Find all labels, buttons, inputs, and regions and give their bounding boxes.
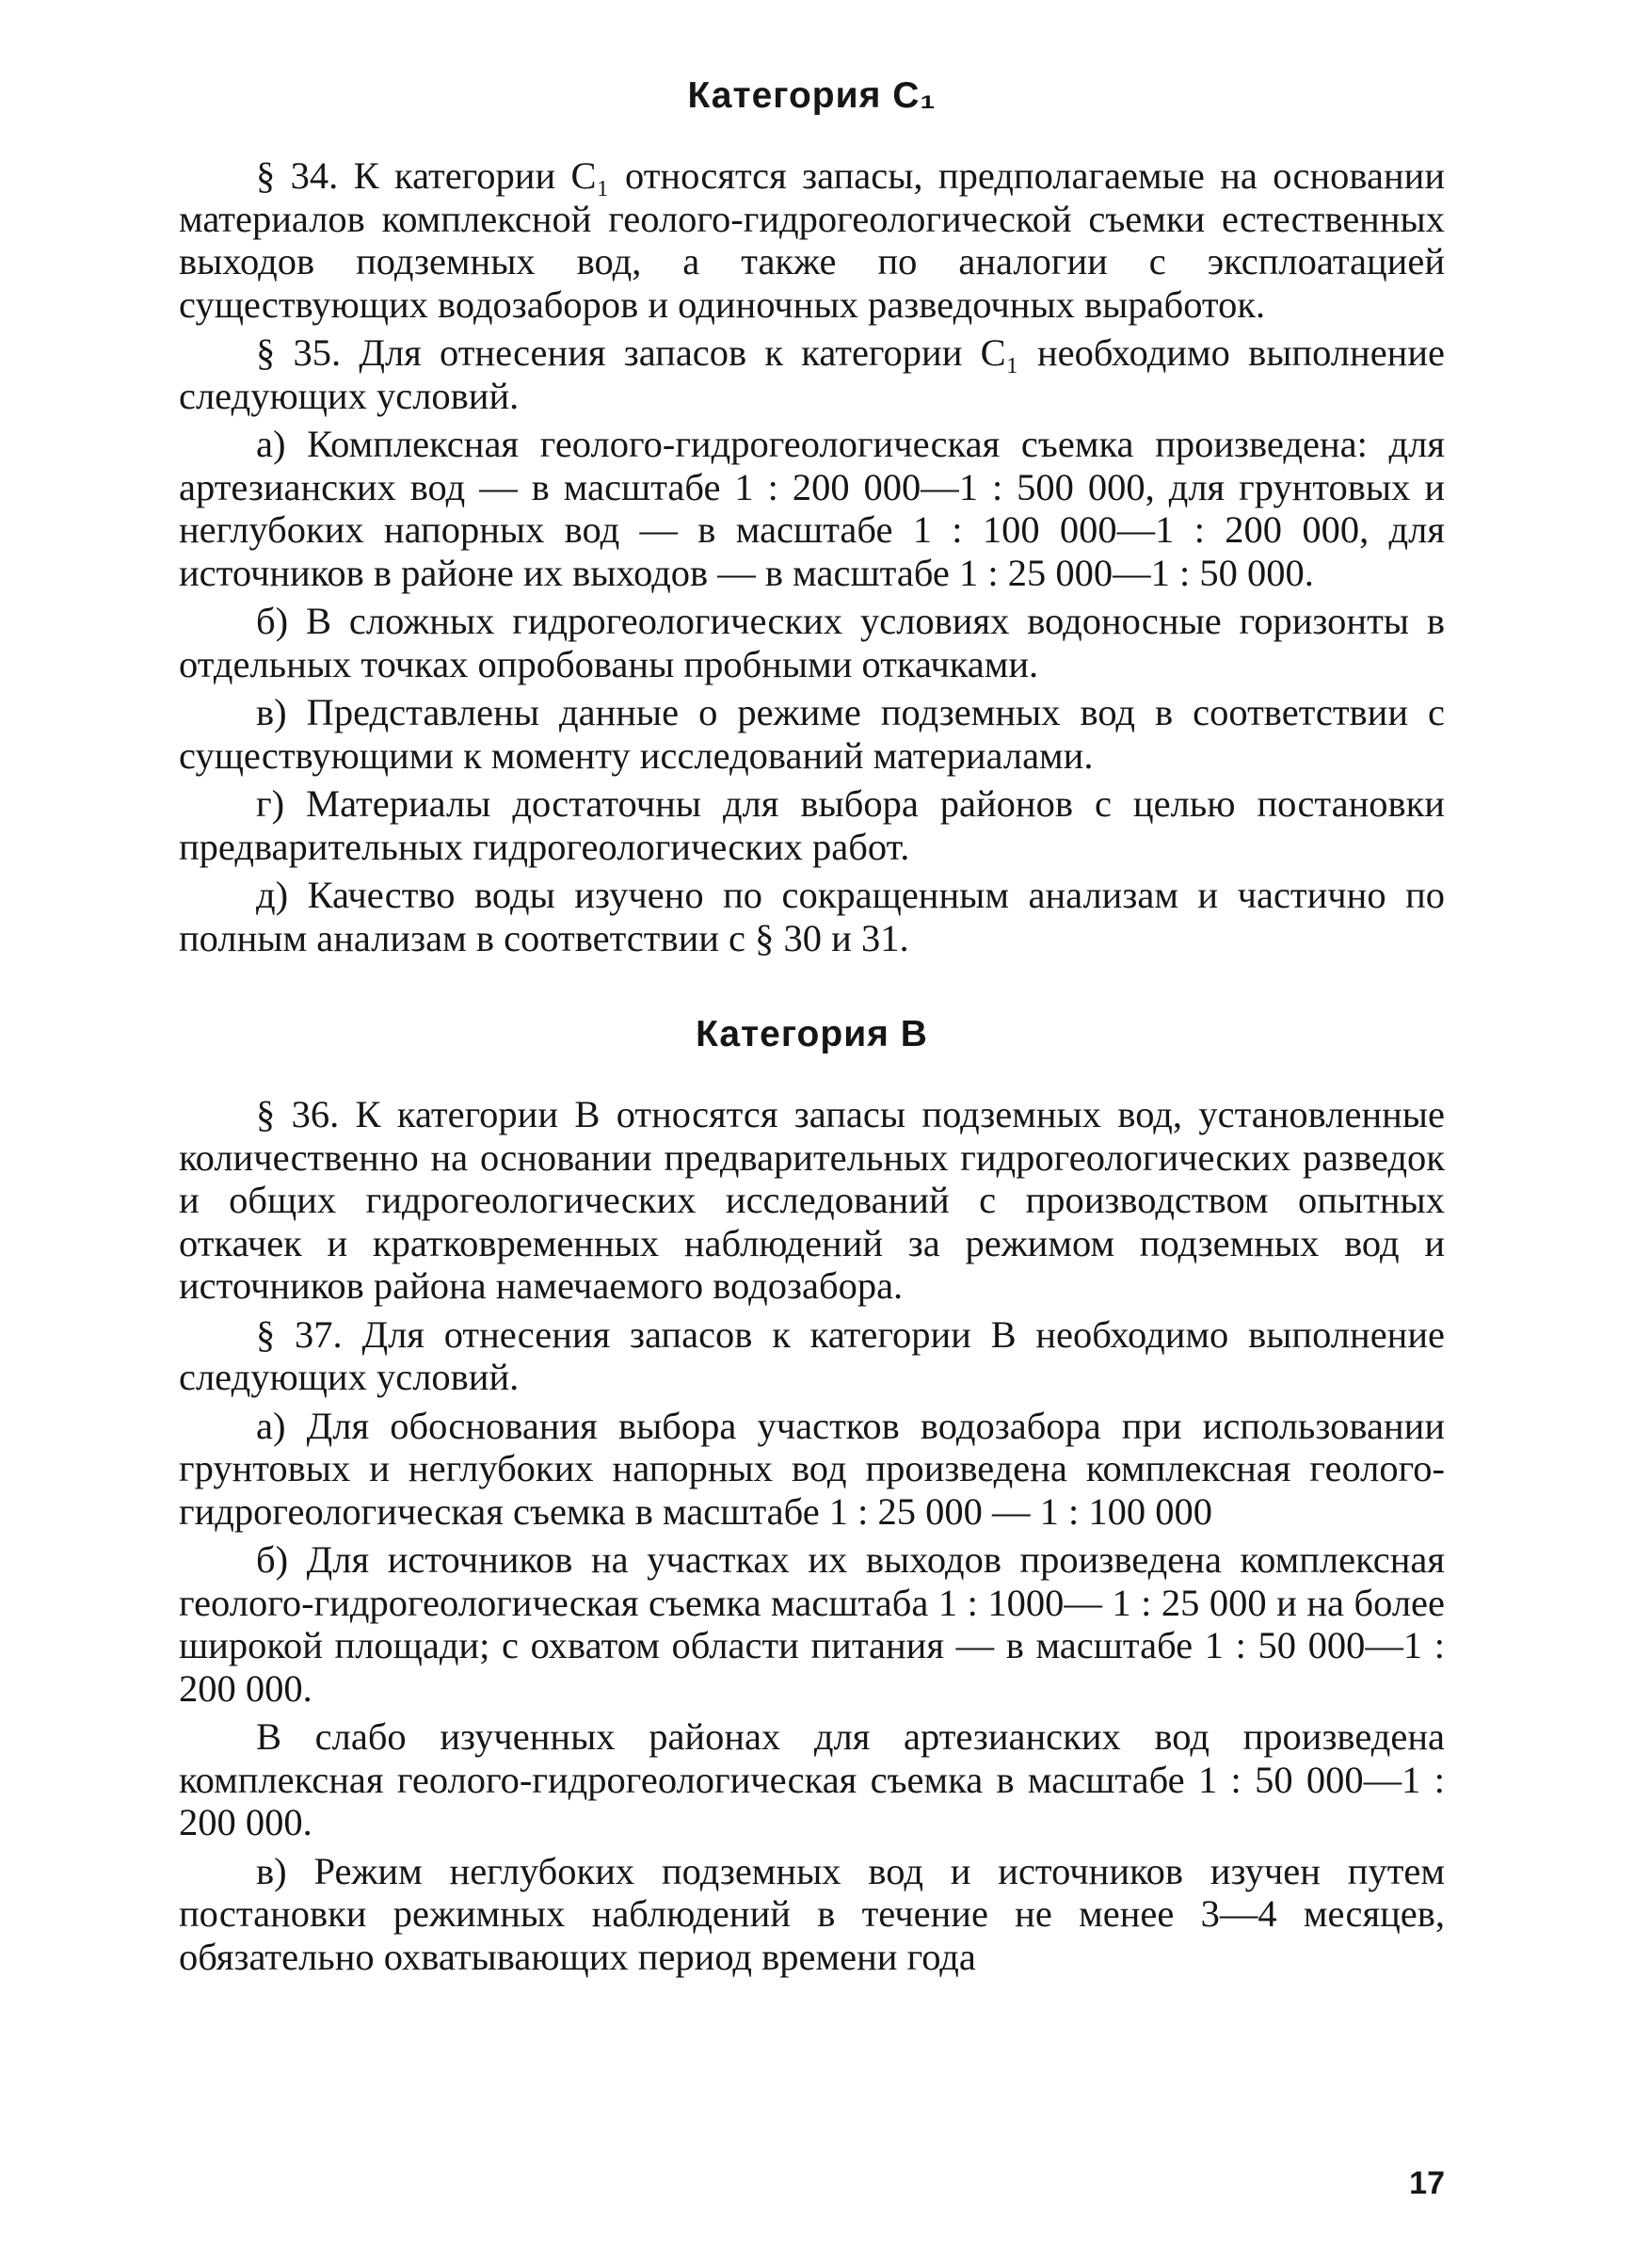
heading-category-c1: Категория C₁ [687, 75, 937, 116]
heading-category-b: Категория B [696, 1014, 928, 1054]
paragraph-35-d: д) Качество воды изучено по сокращенным анализам и частично по полным анализам в соответствии с § 30 и 31. [179, 874, 1445, 959]
paragraph-35-b: б) В сложных гидрогеологических условиях водоносные горизонты в отдельных точках опробованы пробными откачками. [179, 600, 1445, 685]
paragraph-37: § 37. Для отнесения запасов к категории B необходимо выполнение следующих условий. [179, 1312, 1445, 1398]
page-content [179, 75, 1445, 1978]
paragraph-35-g: г) Материалы достаточны для выбора районов с целью постановки предварительных гидрогеологических работ. [179, 782, 1445, 868]
paragraph-36: § 36. К категории B относятся запасы подземных вод, установленные количественно на основании предварительных гидрогеологических разведок и общих гидрогеологических исследований с производством опытных откачек и кратковременных наблюдений за режимом подземных вод и источников района намечаемого водозабора. [179, 1093, 1445, 1307]
paragraph-35-v: в) Представлены данные о режиме подземных вод в соответствии с существующими к моменту исследований материалами. [179, 691, 1445, 777]
paragraph-35-a: а) Комплексная геолого-гидрогеологическая съемка произведена: для артезианских вод — в масштабе 1 : 200 000—1 : 500 000, для грунтовых и неглубоких напорных вод — в масштабе 1 : 100 000—1 : 200 000, для источников в районе их выходов — в масштабе 1 : 25 000—1 : 50 000. [179, 423, 1445, 594]
paragraph-34: § 34. К категории C₁ относятся запасы, предполагаемые на основании материалов комплексной геолого-гидрогеологической съемки естественных выходов подземных вод, а также по аналогии с эксплоатацией существующих водозаборов и одиночных разведочных выработок. [179, 154, 1445, 326]
paragraph-37-a: а) Для обоснования выбора участков водозабора при использовании грунтовых и неглубоких напорных вод произведена комплексная геолого-гидрогеологическая съемка в масштабе 1 : 25 000 — 1 : 100 000 [179, 1404, 1445, 1533]
paragraph-37-b-note: В слабо изученных районах для артезианских вод произведена комплексная геолого-гидрогеологическая съемка в масштабе 1 : 50 000—1 : 200 000. [179, 1715, 1445, 1843]
page-number: 17 [1409, 2165, 1445, 2201]
paragraph-37-b: б) Для источников на участках их выходов произведена комплексная геолого-гидрогеологическая съемка масштаба 1 : 1000— 1 : 25 000 и на более широкой площади; с охватом области питания — в масштабе 1 : 50 000—1 : 200 000. [179, 1538, 1445, 1710]
paragraph-35: § 35. Для отнесения запасов к категории C₁ необходимо выполнение следующих условий. [179, 331, 1445, 417]
paragraph-37-v: в) Режим неглубоких подземных вод и источников изучен путем постановки режимных наблюдений в течение не менее 3—4 месяцев, обязательно охватывающих период времени года [179, 1849, 1445, 1978]
